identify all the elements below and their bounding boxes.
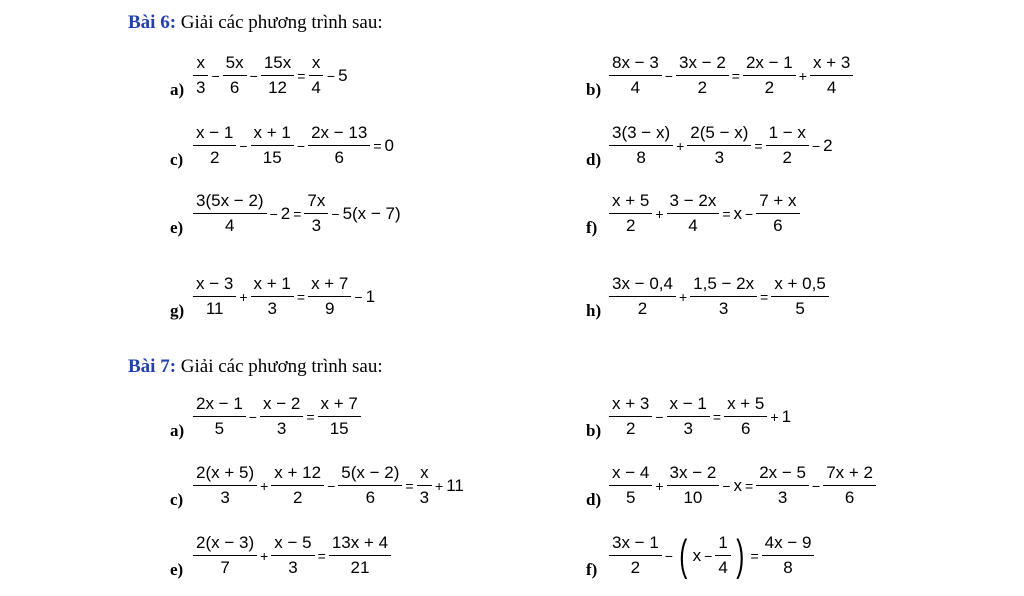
denominator: 8	[636, 148, 646, 167]
denominator: 3	[196, 78, 206, 97]
bai7-label: Bài 7:	[128, 356, 177, 377]
problem-7e	[170, 532, 392, 579]
operator: +	[676, 137, 685, 154]
denominator: 5	[795, 299, 805, 318]
fraction	[193, 462, 257, 509]
numerator: x + 1	[251, 273, 294, 297]
operator: −	[704, 547, 713, 564]
problem-label: d)	[586, 149, 602, 169]
equation	[192, 462, 465, 509]
denominator: 2	[630, 558, 641, 577]
denominator: 6	[741, 419, 751, 438]
problem-7b	[586, 393, 792, 440]
term: 1	[781, 406, 792, 426]
fraction	[609, 393, 652, 440]
denominator: 5	[214, 419, 225, 438]
denominator: 12	[268, 78, 287, 97]
fraction	[338, 462, 402, 509]
numerator: 2x − 13	[308, 122, 370, 146]
equation	[608, 122, 834, 169]
fraction	[193, 393, 246, 440]
operator: −	[812, 477, 821, 494]
operator: =	[317, 547, 326, 564]
equation	[608, 532, 815, 579]
denominator: 2	[209, 148, 220, 167]
operator: =	[722, 205, 731, 222]
numerator: x + 7	[318, 393, 361, 417]
term: x	[733, 203, 743, 223]
denominator: 3	[276, 419, 287, 438]
numerator: 15x	[261, 52, 294, 76]
fraction	[762, 532, 815, 579]
term: 11	[446, 475, 464, 495]
operator: +	[798, 67, 807, 84]
numerator: 1 − x	[766, 122, 809, 146]
operator: +	[655, 477, 664, 494]
denominator: 3	[288, 558, 298, 577]
numerator: 7 + x	[756, 190, 799, 214]
denominator: 4	[630, 78, 641, 97]
problem-label: g)	[170, 300, 185, 320]
numerator: 7x + 2	[823, 462, 876, 486]
fraction	[771, 273, 829, 320]
equation	[192, 393, 362, 440]
operator: =	[712, 408, 722, 425]
operator: =	[306, 408, 315, 425]
numerator: 2x − 5	[756, 462, 809, 486]
denominator: 3	[419, 488, 430, 507]
bai7-heading	[128, 356, 383, 378]
fraction	[609, 273, 676, 320]
fraction	[261, 52, 294, 99]
numerator: x + 5	[609, 190, 652, 214]
denominator: 6	[365, 488, 376, 507]
denominator: 5	[625, 488, 636, 507]
numerator: 2(5 − x)	[687, 122, 751, 146]
fraction	[690, 273, 757, 320]
problem-label: e)	[170, 217, 184, 237]
denominator: 9	[325, 299, 335, 318]
fraction	[756, 462, 809, 509]
denominator: 3	[718, 299, 729, 318]
problem-label: e)	[170, 559, 184, 579]
fraction	[609, 462, 652, 509]
problem-6f	[586, 190, 801, 237]
fraction	[329, 532, 391, 579]
problem-label: f)	[586, 559, 598, 579]
fraction	[609, 532, 662, 579]
denominator: 2	[782, 148, 792, 167]
problem-label: d)	[586, 489, 602, 509]
numerator: x + 3	[609, 393, 652, 417]
numerator: 3x − 1	[609, 532, 662, 556]
operator: −	[354, 288, 363, 305]
denominator: 2	[697, 78, 708, 97]
numerator: 2(x + 5)	[193, 462, 257, 486]
denominator: 4	[826, 78, 837, 97]
bai7-title: Giải các phương trình sau:	[180, 356, 383, 377]
problem-6g	[170, 273, 376, 320]
denominator: 4	[225, 216, 235, 235]
parenthesis: )	[736, 530, 745, 580]
operator: =	[754, 137, 763, 154]
denominator: 2	[292, 488, 303, 507]
operator: =	[297, 67, 306, 84]
equation	[192, 273, 376, 320]
denominator: 2	[764, 78, 775, 97]
term: 1	[365, 286, 376, 306]
numerator: 5x	[223, 52, 247, 76]
fraction	[810, 52, 853, 99]
numerator: x + 3	[810, 52, 853, 76]
denominator: 3	[683, 419, 693, 438]
problem-label: h)	[586, 300, 602, 320]
operator: +	[678, 288, 688, 305]
numerator: 3(5x − 2)	[193, 190, 267, 214]
operator: −	[664, 67, 673, 84]
numerator: 7x	[304, 190, 328, 214]
denominator: 6	[229, 78, 240, 97]
numerator: 3 − 2x	[667, 190, 720, 214]
operator: −	[326, 67, 336, 84]
operator: −	[811, 137, 821, 154]
equation	[192, 532, 392, 579]
numerator: x	[309, 52, 324, 76]
numerator: 1,5 − 2x	[690, 273, 757, 297]
operator: +	[655, 205, 664, 222]
problem-6b	[586, 52, 854, 99]
numerator: x + 1	[251, 122, 294, 146]
fraction	[756, 190, 799, 237]
problem-label: b)	[586, 420, 602, 440]
operator: −	[248, 408, 257, 425]
problem-7f	[586, 532, 815, 579]
operator: −	[745, 205, 754, 222]
fraction	[766, 122, 809, 169]
problem-label: a)	[170, 79, 185, 99]
operator: +	[260, 477, 269, 494]
term: 2	[280, 203, 291, 223]
fraction	[193, 52, 208, 99]
numerator: 13x + 4	[329, 532, 391, 556]
fraction	[193, 190, 267, 237]
operator: −	[269, 205, 278, 222]
numerator: 3x − 2	[676, 52, 729, 76]
denominator: 3	[311, 216, 322, 235]
fraction	[271, 532, 314, 579]
denominator: 8	[783, 558, 793, 577]
bai6-title: Giải các phương trình sau:	[180, 12, 383, 33]
fraction	[193, 532, 257, 579]
equation	[608, 462, 877, 509]
fraction	[823, 462, 876, 509]
fraction	[609, 52, 662, 99]
problem-6h	[586, 273, 830, 320]
operator: −	[331, 205, 340, 222]
problem-label: c)	[170, 489, 184, 509]
bai6-label: Bài 6:	[128, 12, 177, 33]
denominator: 7	[220, 558, 230, 577]
numerator: 1	[715, 532, 730, 556]
operator: +	[260, 547, 269, 564]
operator: =	[760, 288, 769, 305]
operator: −	[664, 547, 673, 564]
denominator: 6	[334, 148, 344, 167]
term: x	[733, 475, 743, 495]
equation	[608, 190, 801, 237]
denominator: 4	[718, 558, 728, 577]
denominator: 3	[777, 488, 788, 507]
equation	[192, 122, 395, 169]
problem-6e	[170, 190, 402, 237]
denominator: 4	[688, 216, 698, 235]
fraction	[667, 393, 710, 440]
problem-label: c)	[170, 149, 184, 169]
fraction	[193, 273, 236, 320]
fraction	[260, 393, 303, 440]
parenthesis: (	[679, 530, 688, 580]
operator: −	[249, 67, 258, 84]
fraction	[724, 393, 767, 440]
problem-6d	[586, 122, 834, 169]
problem-7a	[170, 393, 362, 440]
denominator: 21	[350, 558, 370, 577]
fraction	[667, 462, 720, 509]
denominator: 3	[220, 488, 230, 507]
fraction	[676, 52, 729, 99]
denominator: 3	[267, 299, 277, 318]
denominator: 2	[625, 419, 636, 438]
fraction	[609, 122, 673, 169]
numerator: x − 1	[667, 393, 710, 417]
operator: =	[373, 137, 382, 154]
fraction	[743, 52, 796, 99]
denominator: 15	[262, 148, 282, 167]
fraction	[223, 52, 247, 99]
operator: −	[655, 408, 664, 425]
equation	[608, 273, 830, 320]
numerator: x	[417, 462, 432, 486]
fraction	[308, 122, 370, 169]
denominator: 3	[714, 148, 725, 167]
term: 5	[338, 65, 348, 85]
operator: =	[750, 547, 759, 564]
operator: −	[722, 477, 731, 494]
problem-7c	[170, 462, 465, 509]
numerator: x − 2	[260, 393, 303, 417]
operator: −	[211, 67, 220, 84]
denominator: 6	[773, 216, 783, 235]
numerator: 3(3 − x)	[609, 122, 673, 146]
problem-6a	[170, 52, 349, 99]
term: 2	[823, 135, 833, 155]
numerator: x − 4	[609, 462, 652, 486]
denominator: 6	[844, 488, 855, 507]
fraction	[308, 273, 351, 320]
operator: =	[296, 288, 306, 305]
numerator: 3x − 0,4	[609, 273, 676, 297]
denominator: 2	[637, 299, 648, 318]
problem-label: f)	[586, 217, 598, 237]
denominator: 15	[329, 419, 349, 438]
numerator: 2x − 1	[193, 393, 246, 417]
fraction	[308, 52, 323, 99]
denominator: 2	[625, 216, 636, 235]
fraction	[715, 532, 730, 579]
equation	[608, 52, 854, 99]
denominator: 4	[311, 78, 321, 97]
numerator: x − 3	[193, 273, 236, 297]
fraction	[417, 462, 432, 509]
term: 5(x − 7)	[342, 203, 401, 223]
fraction	[687, 122, 751, 169]
operator: =	[293, 205, 302, 222]
numerator: x + 0,5	[771, 273, 829, 297]
term: 0	[384, 135, 394, 155]
numerator: x + 12	[271, 462, 324, 486]
operator: =	[405, 477, 414, 494]
problem-7d	[586, 462, 877, 509]
equation	[192, 52, 349, 99]
numerator: 5(x − 2)	[338, 462, 402, 486]
operator: −	[239, 137, 248, 154]
denominator: 10	[683, 488, 703, 507]
numerator: x + 7	[308, 273, 351, 297]
fraction	[251, 122, 294, 169]
term: x	[692, 545, 702, 565]
numerator: 2x − 1	[743, 52, 796, 76]
fraction	[318, 393, 361, 440]
fraction	[251, 273, 294, 320]
numerator: x − 1	[193, 122, 236, 146]
fraction	[271, 462, 324, 509]
numerator: 2(x − 3)	[193, 532, 257, 556]
equation	[192, 190, 402, 237]
operator: −	[327, 477, 336, 494]
operator: +	[239, 288, 248, 305]
problem-label: a)	[170, 420, 185, 440]
operator: =	[731, 67, 740, 84]
numerator: 4x − 9	[762, 532, 815, 556]
numerator: x	[193, 52, 208, 76]
bai6-heading	[128, 12, 383, 34]
denominator: 11	[205, 299, 224, 318]
numerator: x + 5	[724, 393, 767, 417]
problem-6c	[170, 122, 395, 169]
operator: =	[745, 477, 754, 494]
fraction	[667, 190, 720, 237]
equation	[608, 393, 792, 440]
operator: +	[770, 408, 779, 425]
operator: +	[435, 477, 444, 494]
numerator: 8x − 3	[609, 52, 662, 76]
numerator: x − 5	[271, 532, 314, 556]
operator: −	[296, 137, 306, 154]
fraction	[304, 190, 328, 237]
fraction	[193, 122, 236, 169]
fraction	[609, 190, 652, 237]
problem-label: b)	[586, 79, 602, 99]
numerator: 3x − 2	[667, 462, 720, 486]
